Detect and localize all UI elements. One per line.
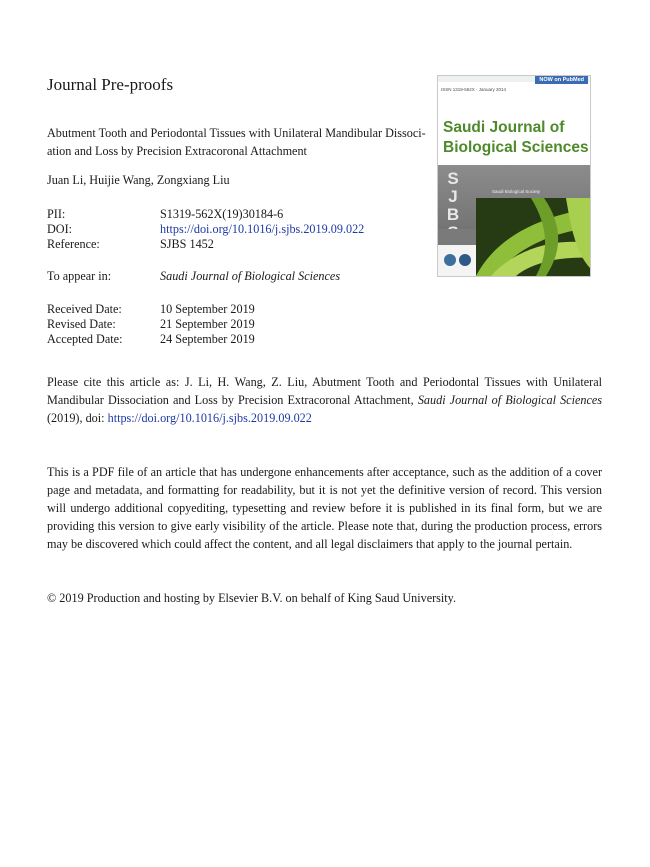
elsevier-logo-band: [438, 229, 476, 245]
cover-title: Saudi Journal of Biological Sciences: [443, 119, 589, 156]
copyright-line: © 2019 Production and hosting by Elsevier B.V. on behalf of King Saud University.: [47, 591, 457, 605]
accepted-value: 24 September 2019: [160, 332, 255, 346]
sjbs-letter-b: B: [446, 205, 460, 224]
appear-in-label: To appear in:: [47, 269, 112, 283]
preproof-notice: This is a PDF file of an article that has undergone enhancements after acceptance, such as the addition of a cover page and metadata, and formatting for readability, but it is not yet the definitive version of record. This version will undergo additional copyediting, typesetting and review before it is published in its final form, but we are providing this version to give early visibility of the article. Please note that, during the production process, errors may be discovered which could affect the content, and all legal disclaimers that apply to the journal pertain.: [47, 465, 602, 551]
plant-leaves-icon: [476, 198, 590, 276]
reference-label: Reference:: [47, 237, 100, 251]
cover-issn: ISSN 1319-562X · January 2014: [441, 87, 507, 92]
doi-link[interactable]: https://doi.org/10.1016/j.sjbs.2019.09.022: [160, 222, 365, 236]
citation-journal: Saudi Journal of Biological Sciences: [417, 393, 603, 407]
society-seal-icon: [444, 254, 456, 266]
article-title: [47, 124, 427, 160]
citation-doi-link[interactable]: https://doi.org/10.1016/j.sjbs.2019.09.022: [107, 411, 312, 425]
received-value: 10 September 2019: [160, 302, 255, 316]
citation-text-1: Please cite this article as: J. Li, H. Wang, Z. Liu, Abutment Tooth and Periodontal Tissues with Unilateral Mandibular: [47, 375, 602, 407]
pii-label: PII:: [47, 207, 66, 221]
accepted-label: Accepted Date:: [47, 332, 123, 346]
citation-text-2: Dissociation and Loss by Precision Extracoronal Attachment,: [107, 393, 418, 407]
revised-value: 21 September 2019: [160, 317, 255, 331]
citation-year: (2019), doi:: [47, 411, 105, 425]
author-list: Juan Li, Huijie Wang, Zongxiang Liu: [47, 173, 230, 187]
revised-label: Revised Date:: [47, 317, 116, 331]
title-line-2: ation and Loss by Precision Extracoronal Attachment: [47, 144, 307, 158]
pii-value: S1319-562X(19)30184-6: [160, 207, 284, 221]
doi-label: DOI:: [47, 222, 73, 236]
university-seal-icon: [459, 254, 471, 266]
cover-logos-area: [438, 245, 476, 276]
journal-name: Saudi Journal of Biological Sciences: [160, 269, 341, 283]
cover-society: Saudi Biological Society: [492, 189, 541, 194]
journal-preproofs-header: Journal Pre-proofs: [47, 75, 174, 94]
title-line-1: Abutment Tooth and Periodontal Tissues with Unilateral Mandibular Dissoci-: [47, 126, 426, 140]
sjbs-letter-s: S: [447, 169, 459, 188]
sjbs-letter-j: J: [448, 187, 458, 206]
received-label: Received Date:: [47, 302, 122, 316]
reference-value: SJBS 1452: [160, 237, 214, 251]
pubmed-badge: NOW on PubMed: [535, 76, 588, 84]
citation-paragraph: [47, 373, 602, 427]
journal-cover-image: [437, 75, 591, 277]
